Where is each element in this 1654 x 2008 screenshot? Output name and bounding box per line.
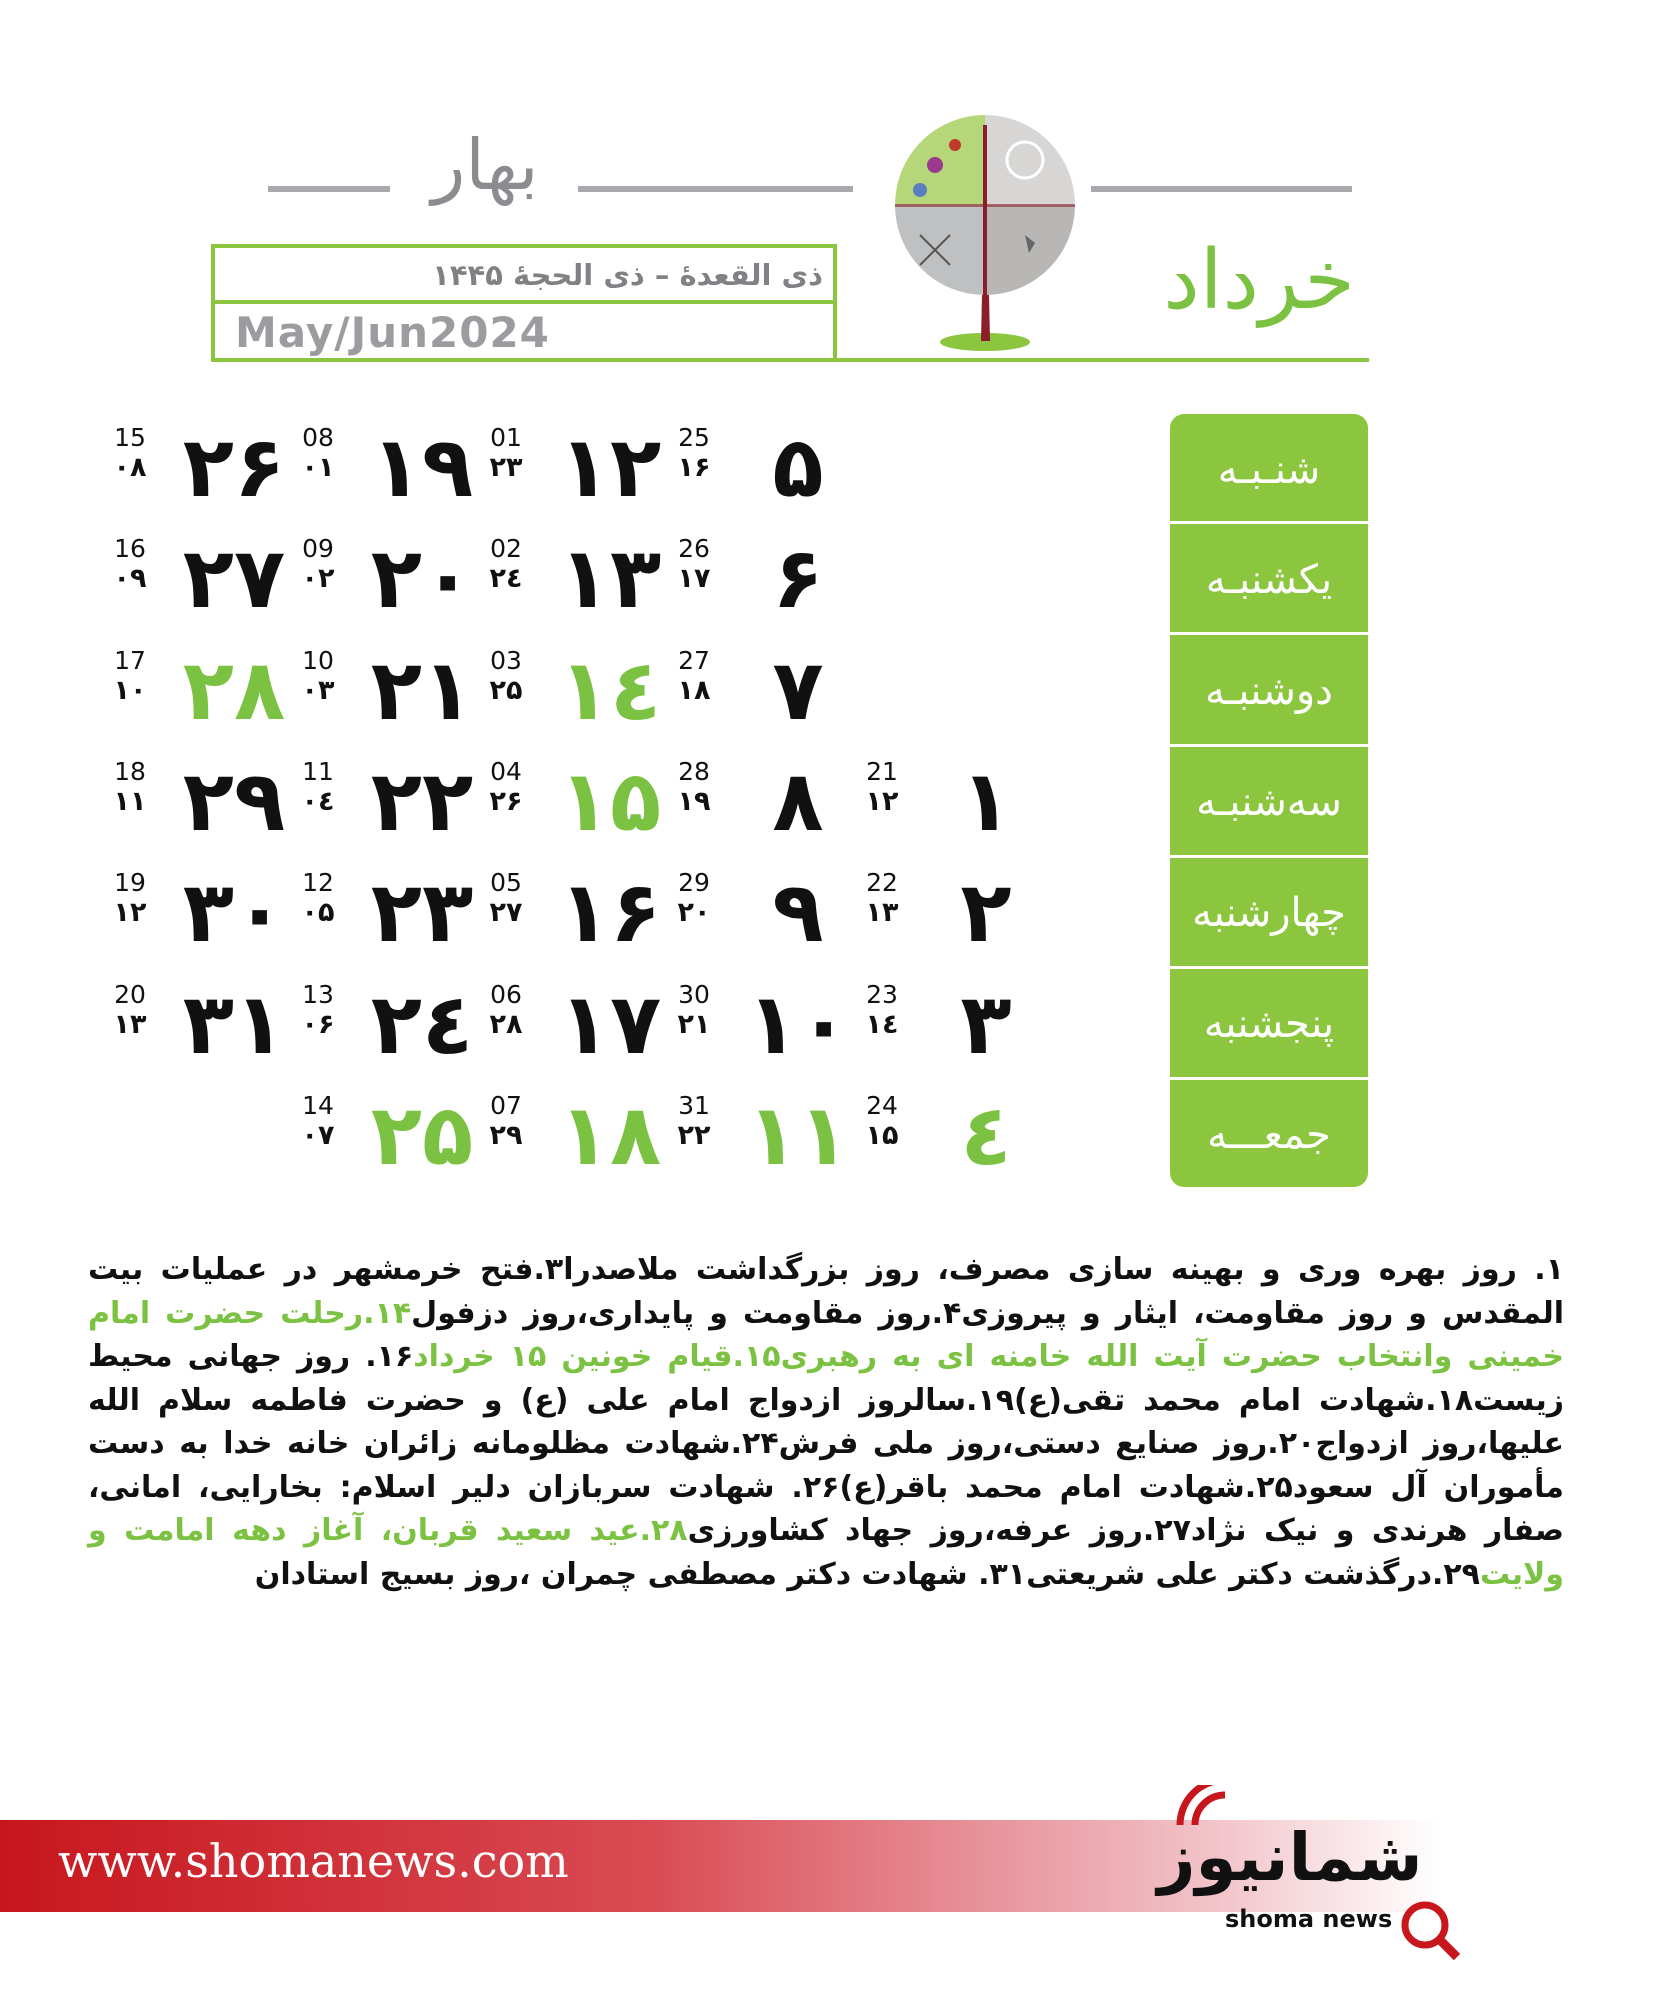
secondary-dates xyxy=(100,982,160,1038)
secondary-dates xyxy=(664,648,724,704)
gregorian-day: 01 xyxy=(490,423,522,452)
day-cell xyxy=(852,1085,1042,1185)
day-cell xyxy=(288,974,478,1074)
secondary-dates xyxy=(664,759,724,815)
persian-day-number: ۲٤ xyxy=(370,975,474,1073)
persian-day-number: ۳۱ xyxy=(182,975,286,1073)
persian-day-number: ۸ xyxy=(772,752,824,850)
hijri-day: ۱۲ xyxy=(865,786,899,817)
hijri-day: ۲۰ xyxy=(677,897,711,928)
season-title: بهار xyxy=(431,124,539,206)
weekday-label: دوشنبـه xyxy=(1205,667,1333,714)
secondary-dates xyxy=(476,648,536,704)
gregorian-day: 17 xyxy=(114,646,146,675)
day-cell xyxy=(664,751,854,851)
day-cell xyxy=(476,640,666,740)
gregorian-day: 29 xyxy=(678,868,710,897)
secondary-dates xyxy=(476,870,536,926)
hijri-day: ۰۵ xyxy=(301,897,335,928)
gregorian-day: 31 xyxy=(678,1091,710,1120)
day-cell xyxy=(664,1085,854,1185)
gregorian-day: 27 xyxy=(678,646,710,675)
logo-text: شمانیوز xyxy=(1157,1819,1423,1896)
weekday-label: چهارشنبه xyxy=(1192,889,1346,936)
persian-day-number: ۱۲ xyxy=(558,418,662,516)
persian-day-number: ۲۲ xyxy=(370,752,474,850)
persian-day-number: ۲۰ xyxy=(370,529,474,627)
persian-day-number: ۲۹ xyxy=(182,752,286,850)
secondary-dates xyxy=(852,759,912,815)
gregorian-day: 03 xyxy=(490,646,522,675)
secondary-dates xyxy=(288,425,348,481)
header-baseline xyxy=(211,358,1369,362)
hijri-day: ۱۰ xyxy=(113,675,147,706)
gregorian-range-box xyxy=(211,300,837,362)
day-cell xyxy=(288,417,478,517)
hijri-range-box xyxy=(211,244,837,304)
gregorian-day: 16 xyxy=(114,534,146,563)
gregorian-day: 24 xyxy=(866,1091,898,1120)
weekday-label: جمعـــه xyxy=(1207,1111,1331,1158)
day-cell xyxy=(476,1085,666,1185)
secondary-dates xyxy=(100,536,160,592)
gregorian-day: 15 xyxy=(114,423,146,452)
footer-url[interactable]: www.shomanews.com xyxy=(58,1834,569,1888)
hijri-day: ۰۸ xyxy=(113,452,147,483)
gregorian-day: 06 xyxy=(490,980,522,1009)
persian-day-number: ۱ xyxy=(960,752,1012,850)
hijri-day: ۱۵ xyxy=(865,1120,899,1151)
hijri-day: ۲۵ xyxy=(489,675,523,706)
weekday-column xyxy=(1170,414,1368,1187)
hijri-day: ۱۹ xyxy=(677,786,711,817)
four-seasons-tree-icon xyxy=(875,95,1095,355)
hijri-day: ۲۷ xyxy=(489,897,523,928)
day-cell xyxy=(288,751,478,851)
weekday-label: یکشنبـه xyxy=(1205,556,1333,603)
hijri-day: ۰۷ xyxy=(301,1120,335,1151)
day-cell xyxy=(476,751,666,851)
weekday-label: پنجشنبه xyxy=(1203,1000,1335,1047)
day-cell xyxy=(288,1085,478,1185)
gregorian-day: 30 xyxy=(678,980,710,1009)
persian-day-number: ۱۷ xyxy=(558,975,662,1073)
day-cell xyxy=(476,528,666,628)
gregorian-day: 21 xyxy=(866,757,898,786)
secondary-dates xyxy=(100,759,160,815)
gregorian-day: 13 xyxy=(302,980,334,1009)
persian-day-number: ۱۳ xyxy=(558,529,662,627)
persian-day-number: ۳۰ xyxy=(182,863,286,961)
day-cell xyxy=(852,862,1042,962)
day-cell xyxy=(852,751,1042,851)
month-title: خرداد xyxy=(1163,233,1355,328)
persian-day-number: ۲۷ xyxy=(182,529,286,627)
day-cell xyxy=(664,640,854,740)
secondary-dates xyxy=(664,982,724,1038)
day-cell xyxy=(664,862,854,962)
secondary-dates xyxy=(100,870,160,926)
persian-day-number: ۲۶ xyxy=(182,418,286,516)
event-text: ۱۶. روز جهانی محیط زیست۱۸.شهادت امام محمد تقی(ع)۱۹.سالروز ازدواج امام علی (ع) و حضرت فاطمه سلام الله علیها،روز ازدواج۲۰.روز صنایع دستی،روز ملی فرش۲۴.شهادت مظلومانه زائران خانه خدا به دست مأموران آل سعود۲۵.شهادت امام محمد باقر(ع)۲۶. شهادت سربازان دلیر اسلام: بخارایی، امانی، صفار هرندی و نیک نژاد۲۷.روز عرفه،روز جهاد کشاورزی xyxy=(88,1339,1565,1548)
day-cell xyxy=(100,974,290,1074)
persian-day-number: ۱۸ xyxy=(558,1086,662,1184)
hijri-day: ۰۹ xyxy=(113,563,147,594)
persian-day-number: ٤ xyxy=(960,1086,1012,1184)
hijri-day: ۱۲ xyxy=(113,897,147,928)
header-rule-right xyxy=(1091,186,1352,192)
secondary-dates xyxy=(288,870,348,926)
hijri-day: ۲۶ xyxy=(489,786,523,817)
persian-day-number: ۳ xyxy=(960,975,1012,1073)
gregorian-day: 05 xyxy=(490,868,522,897)
hijri-day: ۲۱ xyxy=(677,1009,711,1040)
persian-day-number: ۱۵ xyxy=(558,752,662,850)
secondary-dates xyxy=(100,425,160,481)
gregorian-day: 28 xyxy=(678,757,710,786)
persian-day-number: ۲۸ xyxy=(182,641,286,739)
day-cell xyxy=(100,417,290,517)
gregorian-day: 20 xyxy=(114,980,146,1009)
gregorian-day: 07 xyxy=(490,1091,522,1120)
day-cell xyxy=(476,417,666,517)
day-cell xyxy=(100,528,290,628)
gregorian-day: 11 xyxy=(302,757,334,786)
persian-day-number: ۲ xyxy=(960,863,1012,961)
persian-day-number: ۵ xyxy=(772,418,824,516)
event-text-holiday: ۱۴.رحلت حضرت امام خمینی وانتخاب حضرت آیت الله خامنه ای به رهبری۱۵.قیام خونین ۱۵ خرداد xyxy=(88,1295,1564,1374)
secondary-dates xyxy=(476,536,536,592)
hijri-day: ۰۳ xyxy=(301,675,335,706)
day-cell xyxy=(288,862,478,962)
hijri-day: ۱٤ xyxy=(865,1009,899,1040)
secondary-dates xyxy=(476,759,536,815)
hijri-day: ۰٤ xyxy=(301,786,335,817)
day-cell xyxy=(100,751,290,851)
secondary-dates xyxy=(664,425,724,481)
day-cell xyxy=(852,974,1042,1074)
secondary-dates xyxy=(664,870,724,926)
day-cell xyxy=(288,528,478,628)
gregorian-day: 25 xyxy=(678,423,710,452)
gregorian-range: May/Jun2024 xyxy=(235,308,550,357)
hijri-day: ۲۳ xyxy=(489,452,523,483)
gregorian-day: 04 xyxy=(490,757,522,786)
weekday-label: سه‌شنبـه xyxy=(1196,778,1342,825)
logo-subtitle: shoma news xyxy=(1225,1905,1393,1933)
weekday-label: شنـبـه xyxy=(1217,446,1321,493)
hijri-range: ذی القعدۀ – ذی الحجۀ ۱۴۴۵ xyxy=(432,258,823,292)
hijri-day: ۱۷ xyxy=(677,563,711,594)
gregorian-day: 18 xyxy=(114,757,146,786)
event-text-holiday: ۲۸.عید سعید قربان، آغاز دهه امامت و ولایت xyxy=(88,1513,1564,1592)
secondary-dates xyxy=(288,536,348,592)
persian-day-number: ۱۶ xyxy=(558,863,662,961)
gregorian-day: 22 xyxy=(866,868,898,897)
day-cell xyxy=(476,862,666,962)
secondary-dates xyxy=(476,1093,536,1149)
hijri-day: ۲۸ xyxy=(489,1009,523,1040)
hijri-day: ۲۹ xyxy=(489,1120,523,1151)
persian-day-number: ۲۵ xyxy=(370,1086,474,1184)
persian-day-number: ۶ xyxy=(772,529,824,627)
persian-day-number: ۲۱ xyxy=(370,641,474,739)
day-cell xyxy=(664,417,854,517)
persian-day-number: ۷ xyxy=(772,641,824,739)
hijri-day: ۱۸ xyxy=(677,675,711,706)
secondary-dates xyxy=(852,870,912,926)
persian-day-number: ۲۳ xyxy=(370,863,474,961)
event-text: ۲۹.درگذشت دکتر علی شریعتی۳۱. شهادت دکتر مصطفی چمران ،روز بسیج استادان xyxy=(254,1556,1480,1592)
day-cell xyxy=(288,640,478,740)
persian-day-number: ۱۹ xyxy=(370,418,474,516)
gregorian-day: 19 xyxy=(114,868,146,897)
hijri-day: ۱۶ xyxy=(677,452,711,483)
gregorian-day: 23 xyxy=(866,980,898,1009)
gregorian-day: 26 xyxy=(678,534,710,563)
secondary-dates xyxy=(476,982,536,1038)
event-text: ۱. روز بهره وری و بهینه سازی مصرف، روز بزرگداشت ملاصدرا۳.فتح خرمشهر در عملیات بیت المقدس و روز مقاومت، ایثار و پیروزی۴.روز مقاومت و پایداری،روز دزفول xyxy=(88,1252,1564,1331)
hijri-day: ۱۳ xyxy=(113,1009,147,1040)
gregorian-day: 02 xyxy=(490,534,522,563)
header-rule-middle xyxy=(578,186,853,192)
gregorian-day: 12 xyxy=(302,868,334,897)
persian-day-number: ۱۱ xyxy=(746,1086,850,1184)
persian-day-number: ۹ xyxy=(772,863,824,961)
gregorian-day: 14 xyxy=(302,1091,334,1120)
secondary-dates xyxy=(288,648,348,704)
hijri-day: ۱۱ xyxy=(113,786,147,817)
day-cell xyxy=(664,528,854,628)
secondary-dates xyxy=(852,982,912,1038)
hijri-day: ۱۳ xyxy=(865,897,899,928)
secondary-dates xyxy=(852,1093,912,1149)
secondary-dates xyxy=(288,982,348,1038)
day-cell xyxy=(100,640,290,740)
header-rule-left xyxy=(268,186,390,192)
gregorian-day: 10 xyxy=(302,646,334,675)
hijri-day: ۰۶ xyxy=(301,1009,335,1040)
gregorian-day: 09 xyxy=(302,534,334,563)
persian-day-number: ۱۰ xyxy=(746,975,850,1073)
secondary-dates xyxy=(288,759,348,815)
hijri-day: ۲٤ xyxy=(489,563,523,594)
day-cell xyxy=(664,974,854,1074)
persian-day-number: ۱٤ xyxy=(558,641,662,739)
day-cell xyxy=(476,974,666,1074)
secondary-dates xyxy=(100,648,160,704)
hijri-day: ۰۲ xyxy=(301,563,335,594)
hijri-day: ۲۲ xyxy=(677,1120,711,1151)
secondary-dates xyxy=(664,1093,724,1149)
gregorian-day: 08 xyxy=(302,423,334,452)
secondary-dates xyxy=(476,425,536,481)
secondary-dates xyxy=(288,1093,348,1149)
secondary-dates xyxy=(664,536,724,592)
events-list xyxy=(88,1248,1564,1596)
hijri-day: ۰۱ xyxy=(301,452,335,483)
day-cell xyxy=(100,862,290,962)
